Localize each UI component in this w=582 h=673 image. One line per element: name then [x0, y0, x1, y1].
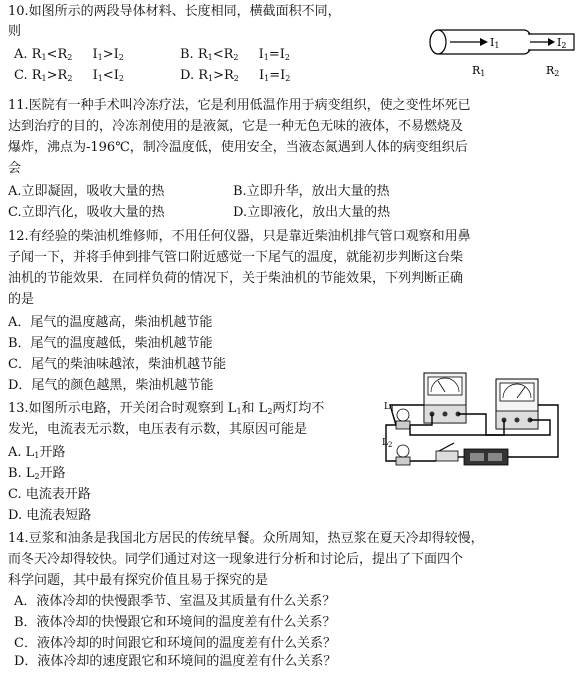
q14-option-d: D．液体冷却的速度跟它和环境间的温度差有什么关系？ [14, 654, 337, 669]
q12-stem-line-3: 油机的节能效果．在同样负荷的情况下，关于柴油机的节能效果，下列判断正确 [8, 271, 464, 286]
label-i1: I1 [490, 36, 500, 50]
q11-option-d: D.立即液化，放出大量的热 [233, 205, 391, 220]
q11-option-b: B.立即升华，放出大量的热 [233, 184, 390, 199]
q14-stem-line-2: 而冬天冷却得较快。同学们通过对这一现象进行分析和讨论后，提出了下面四个 [8, 552, 464, 567]
q11-stem-line-1: 11.医院有一种手术叫冷冻疗法，它是利用低温作用于病变组织，使之变性坏死已 [8, 98, 471, 113]
q12-stem-line-2: 子闻一下，并将手伸到排气管口附近感觉一下尾气的温度，就能初步判断这台柴 [8, 250, 464, 265]
lamp-l1 [396, 409, 410, 429]
label-l1: $L_1$ [384, 402, 395, 413]
q10-option-c: C. $R_1>R_2$ $I_1<I_2$ [14, 68, 124, 83]
q12-option-b: B．尾气的温度越低，柴油机越节能 [8, 336, 213, 351]
q12-stem-line-1: 12.有经验的柴油机维修师，不用任何仪器，只是靠近柴油机排气管口观察和用鼻 [8, 229, 471, 244]
ammeter [424, 373, 466, 423]
q13-option-c: C. 电流表开路 [8, 487, 91, 502]
q14-option-b: B．液体冷却的快慢跟它和环境间的温度差有什么关系？ [14, 615, 336, 630]
q12-option-d: D．尾气的颜色越黑，柴油机越节能 [8, 378, 214, 393]
q12-option-c: C．尾气的柴油味越浓，柴油机越节能 [8, 357, 226, 372]
q10-conductor-figure [424, 24, 580, 82]
q13-option-a: A. $L_1$开路 [8, 445, 66, 460]
q10-option-d: D. $R_1>R_2$ $I_1=I_2$ [180, 68, 291, 83]
q13-option-b: B. $L_2$开路 [8, 466, 66, 481]
q11-stem-line-4: 会 [8, 161, 22, 176]
label-r1: R1 [472, 64, 486, 78]
q12-stem-line-4: 的是 [8, 292, 35, 307]
q14-option-c: C．液体冷却的时间跟它和环境间的温度差有什么关系？ [14, 636, 336, 651]
voltmeter [496, 379, 538, 429]
lamp-l2 [396, 445, 410, 465]
q10-option-a: A. $R_1<R_2$ $I_1>I_2$ [14, 47, 124, 62]
q13-circuit-figure [378, 365, 578, 477]
label-i2: I2 [557, 36, 567, 50]
q10-stem-line-2: 则 [8, 24, 22, 39]
q13-stem-line-2: 发光，电流表无示数，电压表有示数，其原因可能是 [8, 422, 308, 437]
q11-stem-line-2: 达到治疗的目的，冷冻剂使用的是液氮，它是一种无色无味的液体，不易燃烧及 [8, 119, 464, 134]
battery [464, 449, 508, 465]
q14-stem-line-1: 14.豆浆和油条是我国北方居民的传统早餐。众所周知，热豆浆在夏天冷却得较慢， [8, 531, 484, 546]
q11-stem-line-3: 爆炸，沸点为-196℃，制冷温度低，使用安全，当液态氮遇到人体的病变组织后 [8, 140, 468, 155]
q12-option-a: A．尾气的温度越高，柴油机越节能 [8, 315, 213, 330]
q11-option-a: A.立即凝固，吸收大量的热 [8, 184, 165, 199]
conductor-r1-end [430, 30, 446, 54]
q10-stem-line-1: 10.如图所示的两段导体材料、长度相同，横截面积不同， [8, 4, 341, 19]
q13-stem-line-1: 13.如图所示电路，开关闭合时观察到 $L_1$和 $L_2$两灯均不 [8, 401, 325, 416]
q13-option-d: D. 电流表短路 [8, 508, 92, 523]
q14-option-a: A．液体冷却的快慢跟季节、室温及其质量有什么关系？ [14, 594, 336, 609]
switch [436, 443, 458, 461]
q14-stem-line-3: 科学问题，其中最有探究价值且易于探究的是 [8, 573, 269, 588]
label-l2: $L_2$ [382, 438, 393, 449]
q11-option-c: C.立即汽化，吸收大量的热 [8, 205, 165, 220]
q10-option-b: B. $R_1<R_2$ $I_1=I_2$ [180, 47, 290, 62]
label-r2: R2 [546, 64, 560, 78]
